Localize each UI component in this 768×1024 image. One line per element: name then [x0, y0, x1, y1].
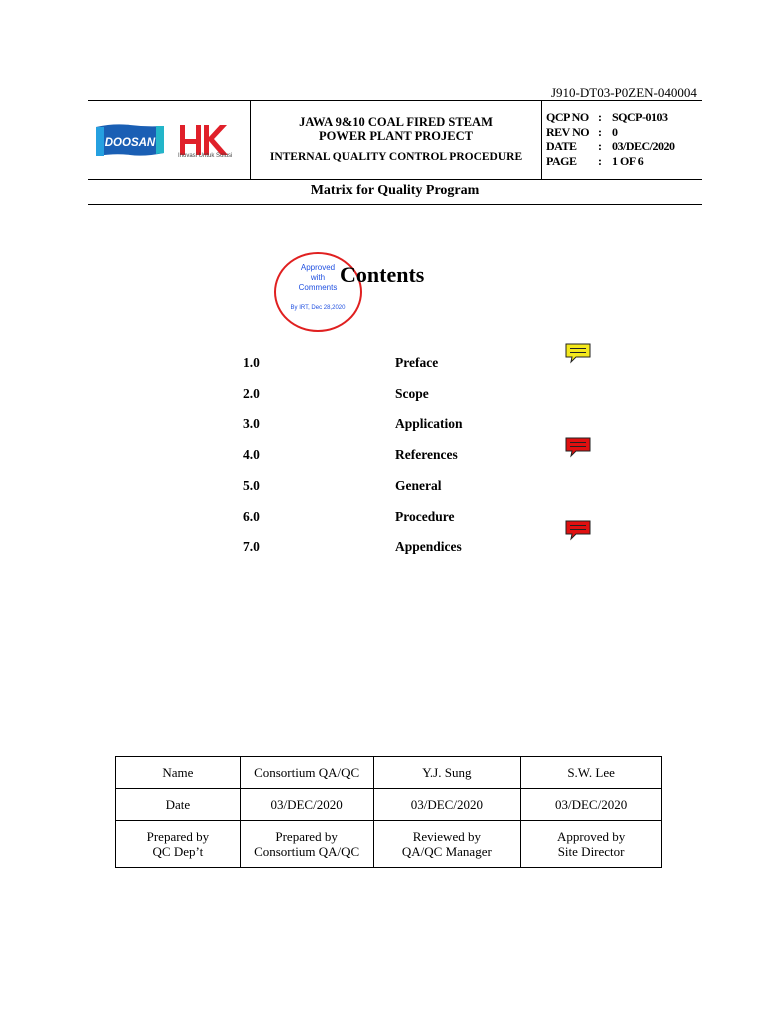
table-cell: 03/DEC/2020	[373, 789, 521, 821]
toc-label: Procedure	[395, 509, 455, 524]
project-title-line1: JAWA 9&10 COAL FIRED STEAM	[299, 115, 493, 129]
toc-item[interactable]	[243, 386, 503, 406]
stamp-signature: By IRT, Dec 28,2020	[290, 305, 346, 311]
hk-tagline: Inovasi Untuk Solusi	[178, 153, 233, 159]
toc-number: 7.0	[243, 539, 260, 554]
meta-colon: :	[598, 139, 602, 153]
comment-note-icon[interactable]	[564, 436, 592, 458]
meta-date	[546, 139, 675, 154]
table-cell: 03/DEC/2020	[240, 789, 373, 821]
document-number: J910-DT03-P0ZEN-040004	[551, 85, 697, 100]
table-cell	[521, 821, 662, 868]
meta-key: QCP NO	[546, 110, 589, 124]
table-cell: Y.J. Sung	[373, 757, 521, 789]
meta-key: REV NO	[546, 124, 590, 139]
toc-item[interactable]	[243, 509, 503, 529]
meta-value: 0	[612, 124, 618, 139]
toc-label: Scope	[395, 386, 429, 401]
contents-heading: Contents	[340, 262, 425, 287]
project-title-cell	[251, 101, 541, 179]
toc-label: General	[395, 478, 442, 493]
meta-key: PAGE	[546, 153, 577, 168]
toc-number: 2.0	[243, 386, 260, 401]
signature-table	[115, 756, 662, 868]
meta-colon: :	[598, 110, 602, 124]
meta-value: 03/DEC/2020	[612, 139, 675, 153]
table-row	[116, 789, 662, 821]
cell-line: Consortium QA/QC	[254, 844, 360, 859]
stamp-line: with	[310, 273, 326, 282]
toc-item[interactable]	[243, 447, 503, 467]
toc-item[interactable]	[243, 355, 503, 375]
cell-line: Reviewed by	[412, 829, 481, 844]
toc-number: 4.0	[243, 447, 260, 462]
stamp-line: Approved	[300, 263, 336, 272]
toc-number: 5.0	[243, 478, 260, 493]
meta-colon: :	[598, 124, 602, 139]
cell-line: Prepared by	[146, 829, 210, 844]
toc-label: Application	[395, 416, 463, 431]
meta-rev-no	[546, 125, 675, 140]
toc-label: Preface	[395, 355, 439, 370]
toc-item[interactable]	[243, 478, 503, 498]
doosan-logo	[94, 121, 166, 161]
document-header	[88, 100, 702, 180]
meta-qcp-no	[546, 110, 675, 125]
table-cell: Consortium QA/QC	[240, 757, 373, 789]
project-title-line2: POWER PLANT PROJECT	[319, 129, 473, 143]
table-row	[116, 757, 662, 789]
toc-number: 6.0	[243, 509, 260, 524]
meta-colon: :	[598, 153, 602, 168]
table-cell	[240, 821, 373, 868]
meta-value: 1 OF 6	[612, 153, 644, 168]
toc-number: 3.0	[243, 416, 260, 431]
cell-line: Prepared by	[275, 829, 338, 844]
toc-item[interactable]	[243, 539, 503, 559]
meta-page	[546, 154, 675, 169]
table-cell: 03/DEC/2020	[521, 789, 662, 821]
logo-area	[88, 101, 250, 179]
meta-value: SQCP-0103	[612, 110, 668, 124]
toc-item[interactable]	[243, 416, 503, 436]
comment-note-icon[interactable]	[564, 342, 592, 364]
document-subtitle: Matrix for Quality Program	[88, 178, 702, 205]
table-cell: Name	[116, 757, 241, 789]
document-meta	[546, 110, 675, 168]
table-cell	[116, 821, 241, 868]
procedure-title: INTERNAL QUALITY CONTROL PROCEDURE	[269, 151, 523, 163]
cell-line: Approved by	[556, 829, 626, 844]
table-row	[116, 821, 662, 868]
svg-text:DOOSAN: DOOSAN	[104, 137, 156, 149]
stamp-line: Comments	[298, 283, 338, 292]
cell-line: Site Director	[557, 844, 625, 859]
toc-label: Appendices	[395, 539, 462, 554]
meta-key: DATE	[546, 139, 577, 153]
cell-line: QC Dep’t	[152, 844, 204, 859]
toc-number: 1.0	[243, 355, 260, 370]
divider	[541, 101, 542, 179]
table-cell: Date	[116, 789, 241, 821]
toc-label: References	[395, 447, 458, 462]
table-cell	[373, 821, 521, 868]
comment-note-icon[interactable]	[564, 519, 592, 541]
table-cell: S.W. Lee	[521, 757, 662, 789]
cell-line: QA/QC Manager	[401, 844, 492, 859]
